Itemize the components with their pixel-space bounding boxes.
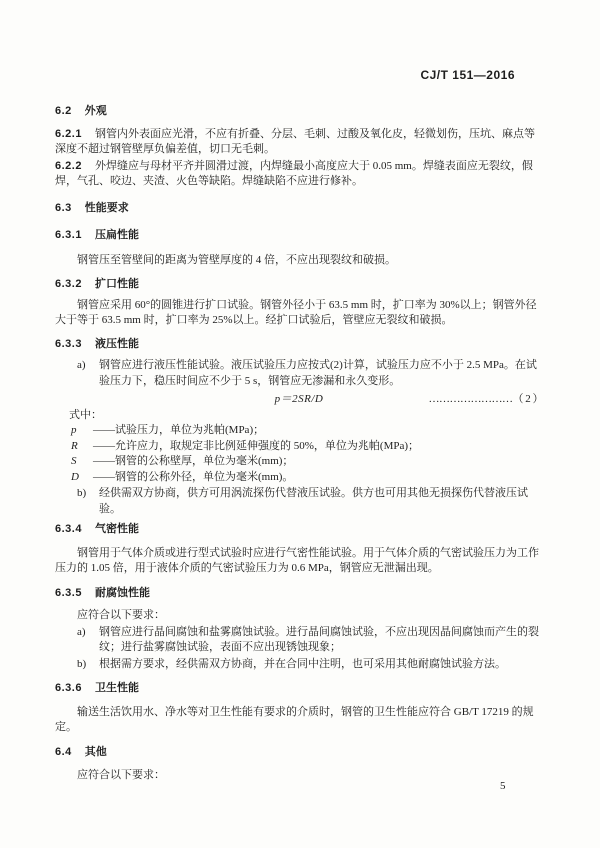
paragraph-others-intro (55, 768, 543, 784)
section-number: 6.3.1 (55, 229, 82, 241)
section-title: 卫生性能 (94, 682, 139, 694)
variable-description: ——试验压力，单位为兆帕(MPa)； (93, 424, 265, 436)
section-heading-6-3-1 (55, 228, 543, 244)
list-item-text: 钢管应进行液压性能试验。液压试验压力应按式(2)计算，试验压力应不小于 2.5 MPa。在试验压力下，稳压时间应不少于 5 s，钢管应无渗漏和永久变形。 (99, 359, 537, 387)
list-item-b-corrosion (55, 657, 543, 673)
where-label-text: 式中： (69, 408, 102, 421)
section-number: 6.3.3 (55, 337, 82, 350)
list-item-text: 钢管应进行晶间腐蚀和盐雾腐蚀试验。进行晶间腐蚀试验，不应出现因晶间腐蚀而产生的裂纹；进行盐雾腐蚀试验，表面不应出现锈蚀现象； (99, 625, 539, 653)
section-number: 6.3.2 (55, 278, 82, 290)
section-heading-6-3-6 (55, 681, 543, 697)
section-title: 液压性能 (94, 337, 139, 350)
standard-code: CJ/T 151—2016 (420, 68, 515, 82)
section-title: 性能要求 (84, 201, 129, 214)
page-footer (500, 779, 506, 795)
clause-number: 6.2.2 (55, 159, 82, 172)
section-title: 其他 (84, 745, 107, 758)
equation-number-leader: ……………………（ 2 ） (428, 393, 543, 405)
variable-symbol: D (71, 470, 79, 483)
clause-number: 6.2.1 (55, 127, 82, 140)
variable-definition-D (71, 470, 543, 486)
variable-description: ——钢管的公称壁厚，单位为毫米(mm)； (93, 455, 294, 467)
section-title: 气密性能 (94, 523, 139, 535)
variable-symbol: p (71, 424, 77, 436)
section-number: 6.4 (55, 745, 72, 758)
variable-symbol: R (71, 439, 78, 452)
variable-definition-p (71, 423, 543, 439)
section-heading-6-3 (55, 201, 543, 217)
variable-description: ——钢管的公称外径，单位为毫米(mm)。 (93, 470, 294, 483)
page-header (420, 69, 515, 81)
page-number: 5 (500, 780, 506, 792)
section-title: 外观 (84, 105, 107, 117)
section-title: 耐腐蚀性能 (94, 586, 150, 599)
section-number: 6.3.6 (55, 682, 82, 694)
section-heading-6-4 (55, 745, 543, 761)
paragraph-airtight (55, 546, 543, 577)
section-number: 6.3.4 (55, 523, 82, 535)
list-item-text: 经供需双方协商，供方可用涡流探伤代替液压试验。供方也可用其他无损探伤代替液压试验。 (99, 487, 528, 515)
variable-definition-S (71, 454, 543, 470)
list-item-a-corrosion (55, 625, 543, 656)
section-heading-6-3-4 (55, 522, 543, 538)
section-title: 扩口性能 (94, 278, 139, 290)
clause-6-2-1 (55, 127, 543, 158)
variable-definition-R (71, 439, 543, 455)
section-heading-6-2 (55, 104, 543, 120)
paragraph-text: 钢管应采用 60°的圆锥进行扩口试验。钢管外径小于 63.5 mm 时，扩口率为 30%以上；钢管外径大于等于 63.5 mm 时，扩口率为 25%以上。经扩口试验后，管壁应无裂纹和破损。 (55, 298, 537, 326)
section-number: 6.3 (55, 201, 72, 214)
list-item-b-hydraulic (55, 486, 543, 517)
equation: p＝2SR/D (274, 393, 324, 405)
section-number: 6.3.5 (55, 586, 82, 599)
equation-row (55, 392, 543, 408)
clause-6-2-2 (55, 159, 543, 190)
list-item-text: 根据需方要求，经供需双方协商，并在合同中注明，也可采用其他耐腐蚀试验方法。 (99, 657, 506, 670)
paragraph-text: 应符合以下要求： (77, 609, 165, 621)
document-content (55, 104, 543, 784)
list-marker: a) (77, 625, 86, 638)
section-number: 6.2 (55, 105, 72, 117)
paragraph-text: 钢管用于气体介质或进行型式试验时应进行气密性能试验。用于气体介质的气密试验压力为工作压力的 1.05 倍，用于液体介质的气密试验压力为 0.6 MPa，钢管应无泄漏出现。 (55, 546, 539, 574)
variable-description: ——允许应力，取规定非比例延伸强度的 50%，单位为兆帕(MPa)； (93, 439, 420, 452)
paragraph-text: 钢管压至管壁间的距离为管壁厚度的 4 倍，不应出现裂纹和破损。 (77, 253, 396, 266)
list-marker: b) (77, 657, 87, 670)
section-heading-6-3-5 (55, 586, 543, 602)
list-marker: b) (77, 487, 87, 499)
list-item-a-hydraulic (55, 358, 543, 389)
section-heading-6-3-3 (55, 337, 543, 353)
list-marker: a) (77, 359, 86, 371)
section-title: 压扁性能 (94, 229, 139, 241)
paragraph-text: 应符合以下要求： (77, 769, 165, 781)
paragraph-text: 输送生活饮用水、净水等对卫生性能有要求的介质时，钢管的卫生性能应符合 GB/T 17219 的规定。 (55, 705, 534, 733)
paragraph-hygiene (55, 705, 543, 736)
clause-text: 钢管内外表面应光滑，不应有折叠、分层、毛刺、过酸及氧化皮，轻微划伤，压坑、麻点等深度不超过钢管壁厚负偏差值，切口无毛刺。 (55, 127, 535, 155)
where-label (69, 408, 543, 424)
variable-symbol: S (71, 455, 77, 467)
clause-text: 外焊缝应与母材平齐并圆滑过渡，内焊缝最小高度应大于 0.05 mm。焊缝表面应无裂纹，假焊，气孔、咬边、夹渣、火色等缺陷。焊缝缺陷不应进行修补。 (55, 159, 533, 187)
paragraph-flaring (55, 298, 543, 329)
paragraph-corrosion-intro (55, 608, 543, 624)
section-heading-6-3-2 (55, 277, 543, 293)
paragraph-flattening (55, 253, 543, 269)
